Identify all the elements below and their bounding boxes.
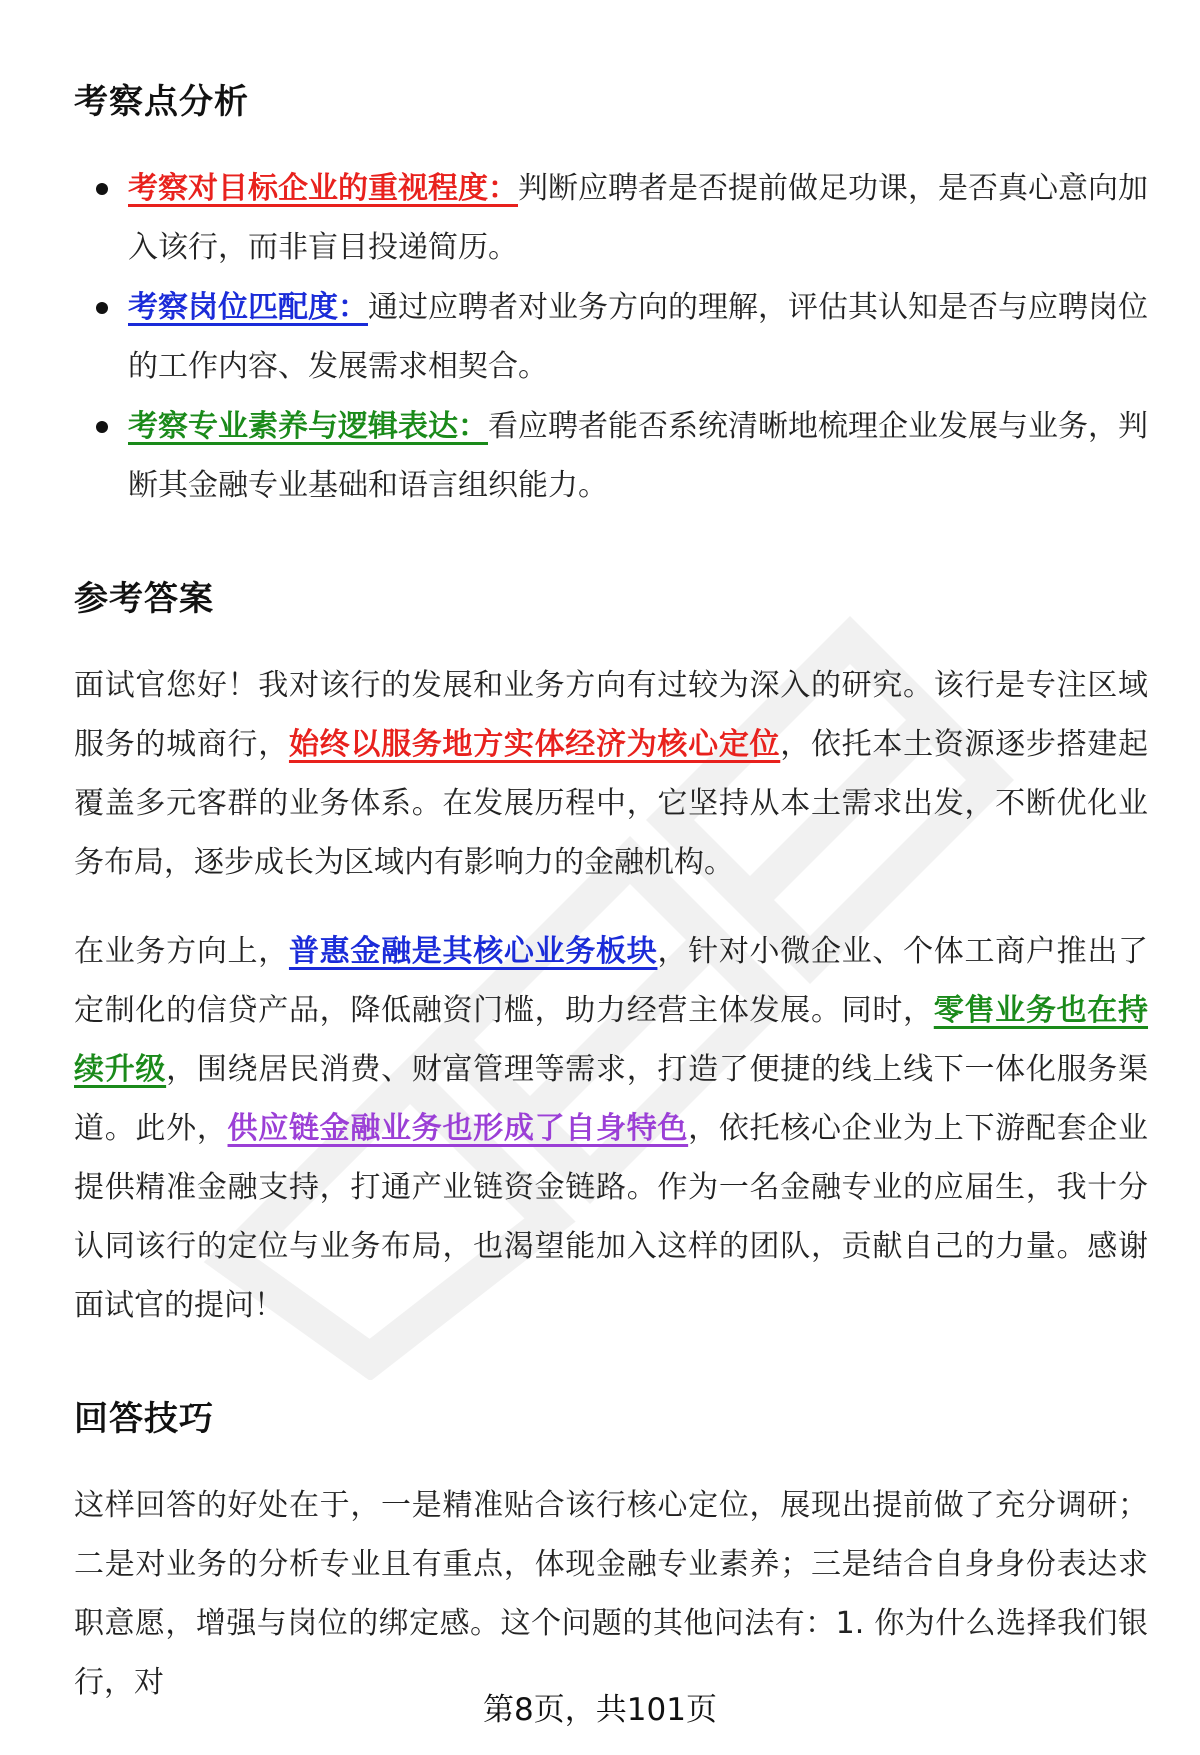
answer-text: 面试官您好！我对该行的发展和业务方向有过较为深入的研究。该行是专注区域服务的城商行， [74, 668, 1148, 762]
section-title-tips: 回答技巧 [74, 1399, 214, 1439]
analysis-point [74, 397, 1148, 515]
point-label: 考察专业素养与逻辑表达： [128, 409, 488, 444]
document-content [74, 60, 1148, 1712]
section-title-answer: 参考答案 [74, 579, 214, 619]
bullet-dot-icon [96, 421, 108, 433]
section-title-analysis: 考察点分析 [74, 82, 249, 122]
analysis-point [74, 159, 1148, 277]
answer-paragraph-2 [74, 922, 1148, 1335]
point-label: 考察对目标企业的重视程度： [128, 171, 518, 206]
point-label: 考察岗位匹配度： [128, 290, 368, 325]
answer-text: ，依托本土资源逐步搭建起覆盖多元客群的业务体系。在发展历程中，它坚持从本土需求出发，不断优化业务布局，逐步成长为区域内有影响力的金融机构。 [74, 727, 1149, 880]
analysis-point-list [74, 159, 1148, 515]
answer-paragraph-1 [74, 656, 1148, 892]
answer-text: ，围绕居民消费、财富管理等需求，打造了便捷的线上线下一体化服务渠道。此外， [74, 1052, 1149, 1146]
bullet-dot-icon [96, 183, 108, 195]
answer-highlight: 零售业务也在持续升级 [74, 993, 1149, 1087]
analysis-point [74, 278, 1148, 396]
point-text: 通过应聘者对业务方向的理解，评估其认知是否与应聘岗位的工作内容、发展需求相契合。 [128, 290, 1148, 384]
answer-highlight: 普惠金融是其核心业务板块 [288, 934, 658, 969]
page-number-footer: 第8页，共101页 [483, 1692, 717, 1728]
bullet-dot-icon [96, 302, 108, 314]
point-text: 看应聘者能否系统清晰地梳理企业发展与业务，判断其金融专业基础和语言组织能力。 [128, 409, 1148, 503]
answer-text: 在业务方向上， [74, 934, 289, 969]
answer-highlight: 供应链金融业务也形成了自身特色 [227, 1111, 689, 1146]
tips-paragraph: 这样回答的好处在于，一是精准贴合该行核心定位，展现出提前做了充分调研；二是对业务的分析专业且有重点，体现金融专业素养；三是结合自身身份表达求职意愿，增强与岗位的绑定感。这个问题的其他问法有：1. 你为什么选择我们银行，对 [74, 1488, 1148, 1700]
answer-text: ，依托核心企业为上下游配套企业提供精准金融支持，打通产业链资金链路。作为一名金融专业的应届生，我十分认同该行的定位与业务布局，也渴望能加入这样的团队，贡献自己的力量。感谢面试官的提问！ [74, 1111, 1149, 1323]
point-text: 判断应聘者是否提前做足功课，是否真心意向加入该行，而非盲目投递简历。 [128, 171, 1148, 265]
answer-highlight: 始终以服务地方实体经济为核心定位 [288, 727, 781, 762]
answer-text: ，针对小微企业、个体工商户推出了定制化的信贷产品，降低融资门槛，助力经营主体发展。同时， [74, 934, 1149, 1028]
